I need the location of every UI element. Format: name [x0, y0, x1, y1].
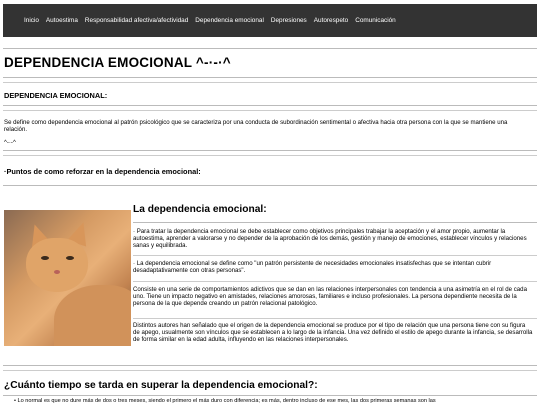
divider [3, 77, 537, 78]
cat-eye-left [41, 256, 49, 260]
nav-item-comunicacion[interactable]: Comunicación [355, 17, 396, 24]
paragraph-2: · La dependencia emocional se define como "un patrón persistente de necesidades emocionales insatisfechas que se intentan cubrir desadaptativamente con otras personas". [133, 260, 492, 275]
definition-text: Se define como dependencia emocional al patrón psicológico que se caracteriza por una conducta de subordinación sentimental o afectiva hacia otra persona con la que se mantiene una relación. [4, 119, 508, 134]
divider [3, 105, 537, 106]
nav-item-depresiones[interactable]: Depresiones [270, 17, 307, 24]
divider [3, 48, 537, 49]
divider [3, 365, 537, 366]
section-heading: La dependencia emocional: [133, 204, 267, 215]
divider [3, 185, 537, 186]
section-subtitle: DEPENDENCIA EMOCIONAL: [4, 91, 108, 100]
emoticon-text: ^-·-^ [4, 139, 16, 146]
divider [3, 82, 537, 83]
cat-eye-right [66, 256, 74, 260]
divider [133, 222, 537, 223]
paragraph-4: Distintos autores han señalado que el origen de la dependencia emocional se produce por el tipo de relación que una persona tiene con su figura de apego, usualmente son vínculos que se establecen a lo largo de la infancia. Una vez definido el estilo de apego durante la infancia, se desarrolla de forma similar en la edad adulta, influyendo en las relaciones interpersonales. [133, 322, 533, 344]
nav-item-inicio[interactable]: Inicio [24, 17, 39, 24]
divider [133, 281, 537, 282]
top-navigation-bar [3, 4, 537, 37]
paragraph-1: · Para tratar la dependencia emocional se debe establecer como objetivos principales trabajar la aceptación y el amor propio, aumentar la autoestima, aprender a valorarse y no depender de la aprobación de los demás, gestión y manejo de emociones, establecer vínculos y relaciones sanas y equilibrada. [133, 228, 527, 250]
tips-heading: ·Puntos de como reforzar en la dependencia emocional: [4, 167, 201, 176]
divider [133, 255, 537, 256]
question-heading: ¿Cuánto tiempo se tarda en superar la dependencia emocional?: [4, 380, 318, 391]
divider [3, 150, 537, 151]
divider [133, 318, 537, 319]
divider [3, 370, 537, 371]
nav-item-dependencia-emocional[interactable]: Dependencia emocional [195, 17, 264, 24]
nav-menu [3, 4, 396, 37]
nav-item-autoestima[interactable]: Autoestima [45, 17, 78, 24]
answer-bullet-text: Lo normal es que no dure más de dos o tres meses, siendo el primero el más duro con diferencia; es más, dentro incluso de ese mes, las dos primeras semanas son las [17, 398, 436, 404]
paragraph-3: Consiste en una serie de comportamientos adictivos que se dan en las relaciones interpersonales con tendencia a una asimetría en el rol de cada uno. Tiene un impacto negativo en amistades, relaciones amorosas, familiares e incluso profesionales. La persona dependiente necesita de la persona de la que depende creando un patrón relacional patológico. [133, 286, 527, 308]
cat-body [54, 285, 131, 346]
cat-head [26, 238, 88, 292]
page-title: DEPENDENCIA EMOCIONAL ^-·-·^ [4, 55, 231, 70]
cat-nose [54, 270, 60, 274]
divider [3, 395, 537, 396]
divider [3, 155, 537, 156]
orange-cat-image [4, 210, 131, 346]
nav-item-autorespeto[interactable]: Autorespeto [313, 17, 349, 24]
answer-bullet: • Lo normal es que no dure más de dos o tres meses, siendo el primero el más duro con diferencia; es más, dentro incluso de ese mes, las dos primeras semanas son las [14, 398, 436, 404]
divider [3, 110, 537, 111]
nav-item-responsabilidad-afectiva[interactable]: Responsabilidad afectiva/afectividad [84, 17, 189, 24]
